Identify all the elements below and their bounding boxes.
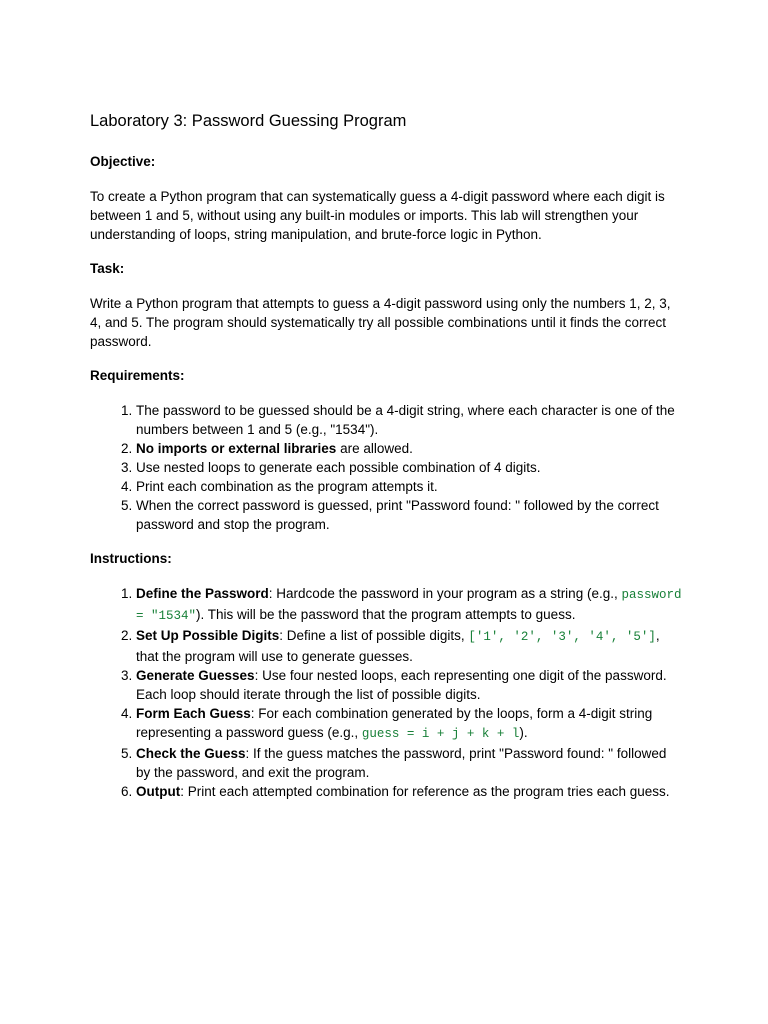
instruction-text: ). This will be the password that the program attempts to guess.: [196, 607, 576, 622]
requirement-item: [136, 496, 682, 534]
instruction-item: [136, 666, 682, 704]
instruction-bold: Form Each Guess: [136, 706, 251, 721]
requirement-text: Use nested loops to generate each possible combination of 4 digits.: [136, 460, 541, 475]
instruction-text: : For each combination generated by the loops, form a 4-digit string representing a password guess (e.g.,: [136, 706, 653, 740]
instruction-bold: Check the Guess: [136, 746, 246, 761]
document-page: [90, 108, 682, 816]
task-heading: Task:: [90, 261, 125, 276]
instructions-heading: Instructions:: [90, 551, 172, 566]
inline-code: guess = i + j + k + l: [361, 727, 520, 741]
instruction-item: [136, 626, 682, 666]
requirement-text: When the correct password is guessed, print "Password found: " followed by the correct password and stop the program.: [136, 498, 659, 532]
instruction-item: [136, 744, 682, 782]
instruction-bold: Generate Guesses: [136, 668, 255, 683]
task-text: Write a Python program that attempts to guess a 4-digit password using only the numbers 1, 2, 3, 4, and 5. The program should systematically try all possible combinations until it finds the correct password.: [90, 296, 671, 349]
requirements-heading: Requirements:: [90, 368, 185, 383]
instruction-text: : Define a list of possible digits,: [279, 628, 469, 643]
requirement-text: are allowed.: [336, 441, 413, 456]
instruction-bold: Output: [136, 784, 181, 799]
requirement-text: Print each combination as the program attempts it.: [136, 479, 438, 494]
document-title: Laboratory 3: Password Guessing Program: [90, 112, 407, 130]
objective-text: To create a Python program that can systematically guess a 4-digit password where each digit is between 1 and 5, without using any built-in modules or imports. This lab will strengthen your understanding of loops, string manipulation, and brute-force logic in Python.: [90, 189, 665, 242]
requirement-item: [136, 458, 682, 477]
instruction-item: [136, 584, 682, 626]
requirement-item: [136, 401, 682, 439]
instruction-text: ).: [519, 725, 528, 740]
objective-heading: Objective:: [90, 154, 156, 169]
requirement-bold: No imports or external libraries: [136, 441, 337, 456]
requirement-item: [136, 477, 682, 496]
instruction-text: : If the guess matches the password, print "Password found: " followed by the password, and exit the program.: [136, 746, 667, 780]
instructions-list: [90, 584, 682, 801]
instruction-bold: Define the Password: [136, 586, 269, 601]
inline-code: ['1', '2', '3', '4', '5']: [468, 630, 656, 644]
instruction-text: : Hardcode the password in your program as a string (e.g.,: [268, 586, 622, 601]
instruction-item: [136, 782, 682, 801]
requirements-list: [90, 401, 682, 534]
requirement-item: [136, 439, 682, 458]
requirement-text: The password to be guessed should be a 4-digit string, where each character is one of the numbers between 1 and 5 (e.g., "1534").: [136, 403, 675, 437]
instruction-text: : Use four nested loops, each representing one digit of the password. Each loop should iterate through the list of possible digits.: [136, 668, 667, 702]
inline-code: password = "1534": [136, 588, 682, 623]
instruction-item: [136, 704, 682, 744]
instruction-bold: Set Up Possible Digits: [136, 628, 280, 643]
instruction-text: , that the program will use to generate guesses.: [136, 628, 660, 664]
instruction-text: : Print each attempted combination for reference as the program tries each guess.: [180, 784, 670, 799]
